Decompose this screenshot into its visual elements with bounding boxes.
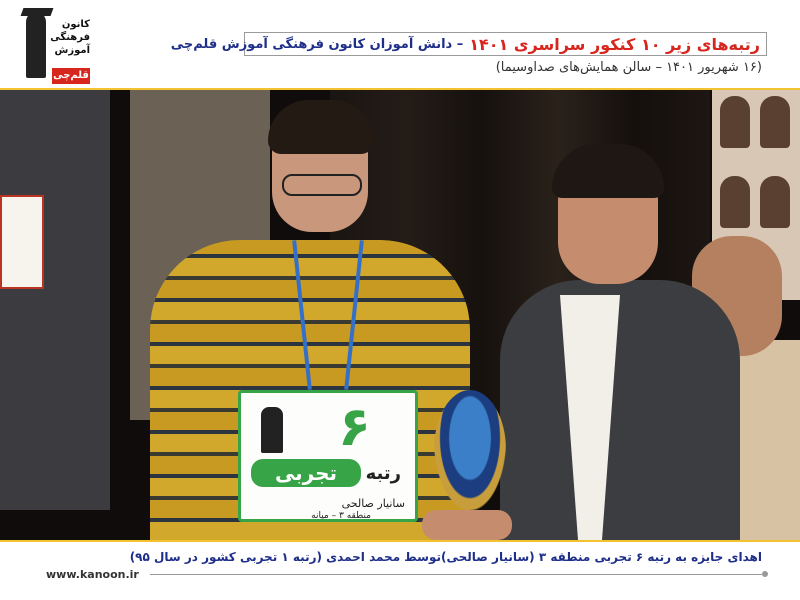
card-logo-icon — [261, 407, 283, 453]
rank-number: ۶ — [338, 395, 371, 458]
footer-rule — [150, 574, 762, 575]
portrait-thumbnail — [720, 96, 750, 148]
website-link[interactable]: www.kanoon.ir — [46, 568, 139, 581]
background-rank-board — [0, 195, 44, 289]
logo-line-3: آموزش — [54, 45, 90, 56]
page-header — [0, 0, 800, 90]
rank-card — [238, 390, 418, 522]
title-rest: – دانش آموزان کانون فرهنگی آموزش قلم‌چی — [170, 36, 464, 52]
bottom-divider — [0, 540, 800, 542]
portrait-thumbnail — [720, 176, 750, 228]
graduation-cap-icon — [21, 8, 54, 16]
photo-caption: اهدای جایزه به رتبه ۶ تجربی منطقه ۳ (سانیار صالحی)توسط محمد احمدی (رتبه ۱ تجربی کشور در سال ۹۵) — [129, 550, 762, 564]
logo-line-1: کانون — [61, 19, 90, 30]
logo-text — [52, 18, 90, 57]
background-person-left — [0, 90, 110, 510]
logo-line-2: فرهنگی — [50, 32, 90, 43]
title-highlight: رتبه‌های زیر ۱۰ کنکور سراسری ۱۴۰۱ — [469, 34, 760, 54]
portrait-thumbnail — [760, 176, 790, 228]
field-badge: تجربی — [251, 459, 361, 487]
student-name: سانیار صالحی — [341, 497, 405, 510]
rank-label: رتبه — [365, 463, 401, 484]
page-subtitle: (۱۶ شهریور ۱۴۰۱ – سالن همایش‌های صداوسیما) — [495, 60, 762, 75]
graduate-figure-icon — [26, 12, 46, 78]
page-title — [170, 32, 767, 56]
award-photo — [0, 90, 800, 540]
footer-dot-icon — [762, 571, 768, 577]
presenter-suit — [500, 280, 740, 540]
hand — [422, 510, 512, 540]
kanoon-logo — [22, 8, 90, 86]
trophy-icon — [434, 390, 506, 510]
student-hair — [268, 100, 374, 154]
logo-red-label: قلم‌چی — [52, 68, 90, 84]
glasses — [282, 174, 362, 196]
student-region: منطقه ۳ – میانه — [311, 511, 371, 521]
portrait-thumbnail — [760, 96, 790, 148]
